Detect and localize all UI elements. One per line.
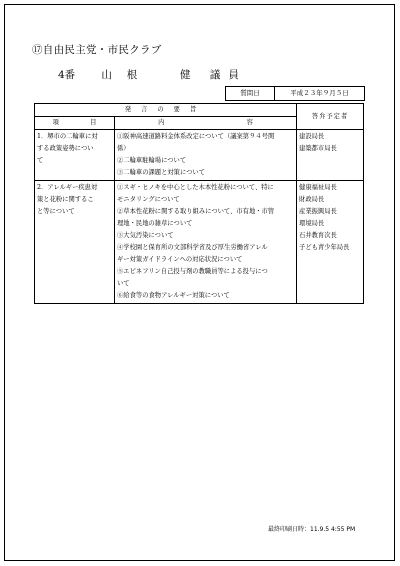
- answerer-line: 財政局長: [299, 196, 325, 203]
- content-line: ②草本性花粉に関する取り組みについて、市有地・市管: [117, 208, 275, 215]
- statement-table: [34, 103, 364, 304]
- party-name: ⑰自由民主党・市民クラブ: [32, 44, 162, 56]
- topic-cell: [35, 181, 115, 304]
- member-name: [58, 67, 247, 82]
- answerer-line: 環境局長: [299, 220, 325, 227]
- content-line: ⑥給食等の食物アレルギー対策について: [117, 292, 230, 299]
- content-line: モニタリングについて: [117, 196, 180, 203]
- content-cell: [115, 130, 297, 181]
- answerer-line: 子ども青少年局長: [299, 244, 350, 251]
- content-line: ③大気汚染について: [117, 232, 174, 239]
- answerer-line: 建築都市局長: [299, 145, 337, 152]
- item-heading: [35, 117, 115, 130]
- table-row: [35, 181, 364, 304]
- content-line: 理地・民地の雑草について: [117, 220, 193, 227]
- topic-line: する政策姿勢につい: [37, 145, 94, 152]
- topic-line: と等について: [37, 208, 75, 215]
- member-title: 健 議員: [180, 69, 247, 81]
- statement-summary-heading: 発言の要旨: [35, 104, 297, 117]
- question-date-label: 質問日: [226, 87, 275, 100]
- content-line: ①阪神高速道路料金体系改定について（議案第９４号関: [117, 133, 275, 140]
- content-line: 係）: [117, 145, 130, 152]
- content-line: いて: [117, 280, 130, 287]
- answerer-cell: [297, 130, 364, 181]
- table-row: [35, 130, 364, 181]
- answerer-heading: 答弁予定者: [297, 104, 364, 130]
- member-surname: 山: [101, 69, 112, 81]
- content-line: ⑤エピネフリン自己投与剤の教職員等による投与につ: [117, 268, 268, 275]
- content-line: ギー対策ガイドラインへの対応状況について: [117, 256, 243, 263]
- content-heading-char: 容: [246, 119, 253, 126]
- question-date-box: [225, 86, 365, 101]
- topic-line: 1．堺市の二輪車に対: [37, 133, 98, 140]
- answerer-line: 健康福祉局長: [299, 184, 337, 191]
- member-number: 4番: [58, 69, 76, 81]
- content-heading: [115, 117, 297, 130]
- answerer-line: 石井教育次長: [299, 232, 337, 239]
- topic-line: て: [37, 157, 44, 164]
- answerer-cell: [297, 181, 364, 304]
- content-line: ④学校園と保育所の文部科学省及び厚生労働省アレル: [117, 244, 268, 251]
- content-line: ①スギ・ヒノキを中心とした木本性花粉について、特に: [117, 184, 274, 191]
- member-given-name: 根: [126, 69, 138, 81]
- topic-line: 2．アレルギー疾患対: [37, 184, 98, 191]
- last-printed: 最終印刷日時：11.9.5 4:55 PM: [268, 526, 356, 533]
- content-heading-char: 内: [158, 119, 165, 126]
- answerer-line: 産業振興局長: [299, 208, 337, 215]
- question-date-value: 平成２３年９月５日: [290, 89, 349, 97]
- topic-line: 策と花粉に関するこ: [37, 196, 94, 203]
- topic-cell: [35, 130, 115, 181]
- answerer-line: 建設局長: [299, 133, 325, 140]
- content-line: ③二輪車の課題と対策について: [117, 169, 206, 176]
- item-heading-char: 項: [52, 119, 59, 126]
- content-cell: [115, 181, 297, 304]
- content-line: ②二輪車駐輪場について: [117, 157, 187, 164]
- item-heading-char: 目: [90, 119, 97, 126]
